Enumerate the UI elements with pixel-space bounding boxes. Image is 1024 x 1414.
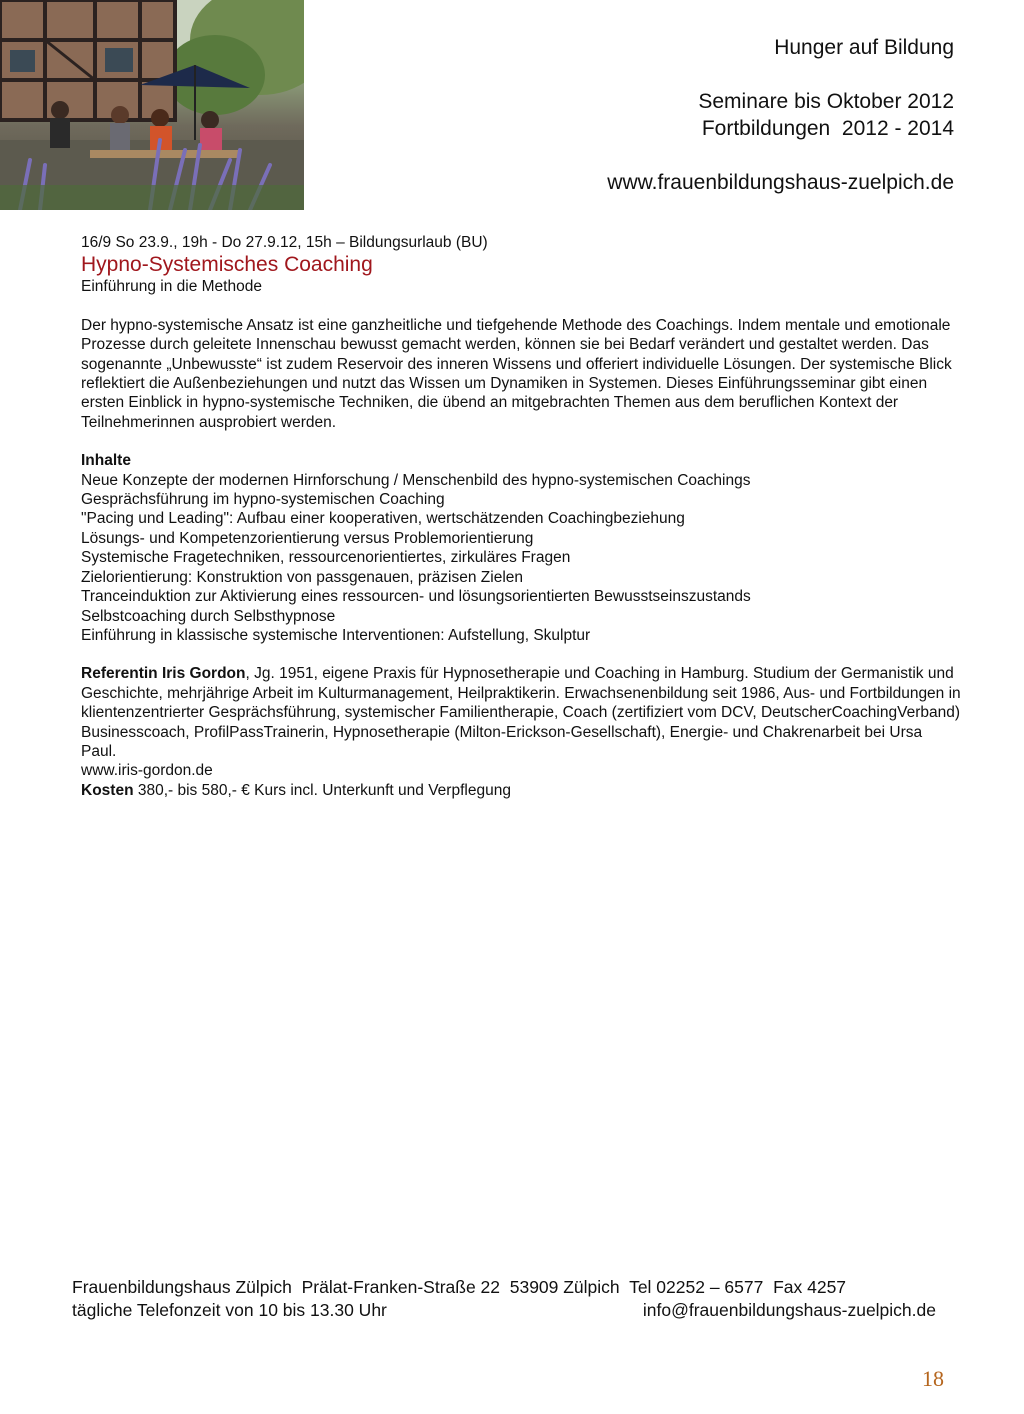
course-section — [81, 233, 961, 800]
course-date-line: 16/9 So 23.9., 19h - Do 27.9.12, 15h – Bildungsurlaub (BU) — [81, 234, 488, 251]
contents-list — [81, 471, 961, 646]
course-subtitle: Einführung in die Methode — [81, 278, 262, 296]
document-footer — [72, 1276, 936, 1322]
footer-address: Frauenbildungshaus Zülpich Prälat-Franken-Straße 22 53909 Zülpich Tel 02252 – 6577 Fax 4257 — [72, 1277, 847, 1297]
list-item: Neue Konzepte der modernen Hirnforschung / Menschenbild des hypno-systemischen Coachings — [81, 471, 751, 489]
contents-heading: Inhalte — [81, 452, 131, 470]
referent-bio — [81, 664, 961, 761]
document-header — [394, 34, 954, 196]
header-photo — [0, 0, 304, 210]
footer-phone-hours: tägliche Telefonzeit von 10 bis 13.30 Uhr — [72, 1300, 387, 1320]
referent-text: , Jg. 1951, eigene Praxis für Hypnosetherapie und Coaching in Hamburg. Studium der Germanistik und Geschichte, mehrjährige Arbeit im Kulturmanagement, Heilpraktikerin. Erwachsenenbildung seit 1986, Aus- und Fortbildungen in klientenzentrierter Gesprächsführung, systemischer Familientherapie, Coach (zertifiziert vom DCV, DeutscherCoachingVerband) Businesscoach, ProfilPassTrainerin, Hypnosetherapie (Milton-Erickson-Gesellschaft), Energie- und Chakrenarbeit bei Ursa Paul. — [81, 665, 961, 760]
cost-text: 380,- bis 580,- € Kurs incl. Unterkunft und Verpflegung — [133, 781, 511, 799]
list-item: Zielorientierung: Konstruktion von passgenauen, präzisen Zielen — [81, 568, 524, 586]
list-item: Tranceinduktion zur Aktivierung eines ressourcen- und lösungsorientierten Bewusstseinszustands — [81, 588, 751, 606]
list-item: "Pacing und Leading": Aufbau einer kooperativen, wertschätzenden Coachingbeziehung — [81, 510, 685, 528]
referent-label: Referentin Iris Gordon — [81, 665, 246, 683]
course-cost — [81, 781, 961, 800]
list-item: Gesprächsführung im hypno-systemischen Coaching — [81, 491, 445, 509]
course-description: Der hypno-systemische Ansatz ist eine ganzheitliche und tiefgehende Methode des Coachings. Indem mentale und emotionale Prozesse durch geleitete Innenschau bewusst gemacht werden, können sie bei Bedarf verändert und gestaltet werden. Das sogenannte „Unbewusste“ ist zudem Reservoir des inneren Wissens und offeriert individuelle Lösungen. Der systemische Blick reflektiert die Außenbeziehungen und nutzt das Wissen um Dynamiken in Systemen. Dieses Einführungsseminar gibt einen ersten Einblick in hypno-systemische Techniken, die übend an mitgebrachten Themen aus dem beruflichen Kontext der Teilnehmerinnen ausprobiert werden. — [81, 316, 952, 431]
header-title: Hunger auf Bildung — [774, 36, 954, 59]
footer-email: info@frauenbildungshaus-zuelpich.de — [642, 1300, 936, 1320]
referent-website: www.iris-gordon.de — [81, 762, 213, 780]
list-item: Lösungs- und Kompetenzorientierung versus Problemorientierung — [81, 529, 534, 547]
header-trainings: Fortbildungen 2012 - 2014 — [701, 117, 954, 140]
course-title: Hypno-Systemisches Coaching — [81, 253, 373, 277]
header-website: www.frauenbildungshaus-zuelpich.de — [607, 171, 954, 194]
cost-label: Kosten — [81, 781, 134, 799]
list-item: Systemische Fragetechniken, ressourcenorientiertes, zirkuläres Fragen — [81, 549, 571, 567]
page-number: 18 — [922, 1366, 944, 1391]
list-item: Einführung in klassische systemische Interventionen: Aufstellung, Skulptur — [81, 626, 591, 644]
list-item: Selbstcoaching durch Selbsthypnose — [81, 607, 336, 625]
header-seminars: Seminare bis Oktober 2012 — [698, 90, 954, 113]
